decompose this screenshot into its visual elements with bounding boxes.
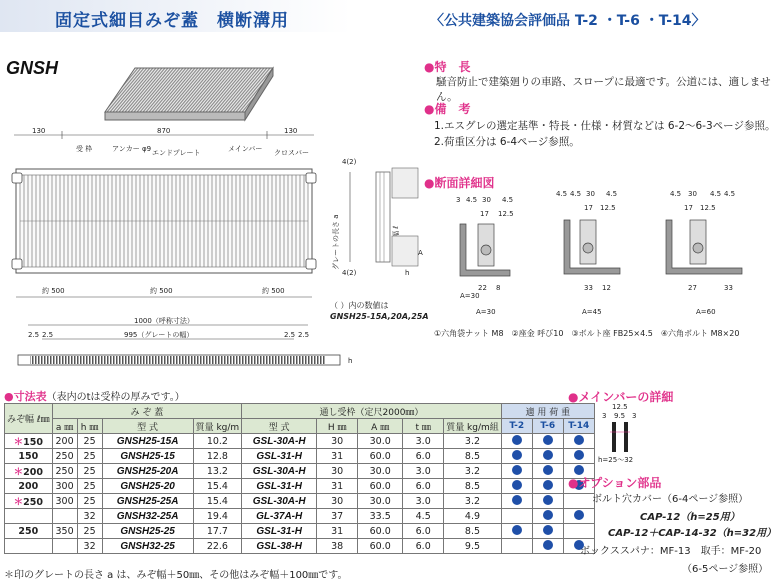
cell-a [52,539,77,554]
s1-dim-22: 22 [478,284,487,292]
table-row [5,524,595,539]
s3-dim-30: 30 [688,190,697,198]
cell-frame-model: GSL-38-H [242,539,317,554]
mb-dim-3b: 3 [632,412,637,420]
cell-width [5,539,53,554]
cell-a: 350 [52,524,77,539]
s2-dim-17: 17 [584,204,593,212]
label-endplate: エンドプレート [152,149,201,157]
dim-500-3: 約 500 [262,287,285,295]
section-detail-drawings [434,190,774,320]
plan-note-2: GNSH25-15A,20A,25A [330,312,429,321]
load-dot-icon [543,510,553,520]
th-A: A ㎜ [358,419,403,434]
cell-frame-model: GL-37A-H [242,509,317,524]
label-4-2-bottom: 4(2) [342,269,357,277]
table-row [5,449,595,464]
th-width: みぞ幅 ℓ㎜ [5,404,53,434]
load-dot-icon [574,450,584,460]
cell-h: 25 [77,449,102,464]
cell-t: 6.0 [403,479,444,494]
plan-view-drawing [2,125,342,325]
dim-500-2: 約 500 [150,287,173,295]
cell-mass: 17.7 [193,524,242,539]
cell-t6 [532,434,563,449]
star-mark: ＊ [13,497,24,508]
cell-h: 25 [77,494,102,509]
spec-footnote: ＊印のグレートの長さ a は、みぞ幅＋50㎜、その他はみぞ幅＋100㎜です。 [4,570,348,581]
cell-width [5,434,53,449]
s3-dim-4-5: 4.5 [670,190,682,198]
s3-label-A60: A=60 [696,308,716,316]
cell-A: 30.0 [358,464,403,479]
s1-dim-4-5b: 4.5 [502,196,514,204]
dim-130-left: 130 [32,127,46,135]
cell-H: 30 [317,494,358,509]
cell-mass: 10.2 [193,434,242,449]
dim-2-5-a: 2.5 [28,331,40,339]
cell-mass: 15.4 [193,479,242,494]
s3-dim-33: 33 [724,284,733,292]
elevation-drawing [2,315,362,375]
cell-H: 31 [317,479,358,494]
load-dot-icon [543,495,553,505]
cell-mass: 13.2 [193,464,242,479]
spec-heading [4,388,185,404]
label-4-2-top: 4(2) [342,158,357,166]
width-value: 150 [23,437,43,448]
features-heading: ●特 長 [424,60,471,74]
cell-t6 [532,464,563,479]
s1-dim-3: 3 [456,196,461,204]
cell-H: 37 [317,509,358,524]
width-value: 250 [23,497,43,508]
width-value: 150 [18,450,39,462]
cell-t2 [501,539,532,554]
options-line-2: CAP-12（h=25用） [640,512,740,523]
cell-model: GNSH25-15 [102,449,193,464]
label-frame: 受 枠 [76,145,93,153]
cell-mass: 12.8 [193,449,242,464]
cell-t: 6.0 [403,449,444,464]
cell-h: 25 [77,524,102,539]
section-detail-heading: ●断面詳細図 [424,176,495,190]
cell-A: 30.0 [358,494,403,509]
label-A: A [418,249,423,257]
th-mass: 質量 kg/m [193,419,242,434]
s3-dim-27: 27 [688,284,697,292]
load-dot-icon [574,465,584,475]
label-mainbar: メインバー [228,145,263,153]
th-frame: 通し受枠（定尺2000㎜） [242,404,502,419]
table-row [5,434,595,449]
cell-A: 60.0 [358,539,403,554]
load-dot-icon [543,540,553,550]
cell-width [5,509,53,524]
s1-dim-17: 17 [480,210,489,218]
cell-t: 4.5 [403,509,444,524]
th-cover: み ぞ 蓋 [52,404,242,419]
cell-frame-model: GSL-31-H [242,449,317,464]
cell-H: 38 [317,539,358,554]
cell-mass: 15.4 [193,494,242,509]
cell-model: GNSH25-25A [102,494,193,509]
cell-h: 25 [77,464,102,479]
model-name: GNSH [6,58,59,78]
cell-H: 31 [317,449,358,464]
width-value: 200 [23,467,43,478]
s2-dim-4-5b: 4.5 [570,190,582,198]
options-line-5: （6-5ページ参照） [682,564,769,575]
spec-heading-note: （表内のtは受枠の厚みです。） [46,392,185,403]
table-row [5,539,595,554]
star-mark: ＊ [13,467,24,478]
cell-frame-model: GSL-31-H [242,479,317,494]
cell-mass: 19.4 [193,509,242,524]
cell-width [5,494,53,509]
options-line-3: CAP-12＋CAP-14-32（h=32用） [608,528,777,539]
cell-t6 [532,449,563,464]
label-anchor: アンカー φ9 [112,145,152,153]
cell-t6 [532,524,563,539]
th-t6: T-6 [532,419,563,434]
cell-t2 [501,494,532,509]
cell-frame-model: GSL-31-H [242,524,317,539]
cell-h: 32 [77,539,102,554]
cell-frame-mass: 3.2 [444,494,502,509]
options-heading: ●オプション部品 [568,476,662,490]
remarks-line-2: 2.荷重区分は 6-4ページ参照。 [434,136,580,148]
th-t14: T-14 [563,419,594,434]
dim-130-right: 130 [284,127,298,135]
cell-frame-mass: 8.5 [444,524,502,539]
cell-frame-mass: 9.5 [444,539,502,554]
s2-dim-33: 33 [584,284,593,292]
cell-A: 30.0 [358,434,403,449]
cell-A: 60.0 [358,449,403,464]
s3-dim-4-5b: 4.5 [710,190,722,198]
cell-frame-mass: 3.2 [444,464,502,479]
s2-dim-4-5: 4.5 [556,190,568,198]
s1-dim-12-5: 12.5 [498,210,514,218]
table-row [5,494,595,509]
cell-t: 6.0 [403,524,444,539]
certification-label: 〈公共建築協会評価品 T-2 ・T-6 ・T-14〉 [430,13,706,29]
width-value: 200 [18,480,39,492]
cell-t6 [532,494,563,509]
mainbar-drawing [596,402,656,466]
cell-A: 33.5 [358,509,403,524]
s1-dim-A30: A=30 [460,292,480,300]
cell-H: 30 [317,434,358,449]
features-text: 騒音防止で建築廻りの車路、スロープに最適です。公道には、適しません。 [436,76,771,103]
s3-dim-17: 17 [684,204,693,212]
dim-2-5-c: 2.5 [284,331,296,339]
cell-model: GNSH25-20A [102,464,193,479]
side-section-drawing [330,150,430,280]
cell-mass: 22.6 [193,539,242,554]
cell-t2 [501,434,532,449]
s2-dim-12-5: 12.5 [600,204,616,212]
cell-t: 3.0 [403,434,444,449]
table-row [5,464,595,479]
cell-h: 25 [77,434,102,449]
th-H: H ㎜ [317,419,358,434]
plan-note-1: （ ）内の数値は [330,301,389,310]
s2-dim-4-5c: 4.5 [606,190,618,198]
width-value: 250 [18,525,39,537]
options-line-1: ボルト穴カバー（6-4ページ参照） [592,494,749,505]
load-dot-icon [543,525,553,535]
mb-dim-9-5: 9.5 [614,412,626,420]
cell-model: GNSH32-25A [102,509,193,524]
cell-t2 [501,449,532,464]
spec-table [4,403,595,554]
label-h: h [405,269,410,277]
dim-2-5-d: 2.5 [298,331,310,339]
s3-dim-12-5: 12.5 [700,204,716,212]
cell-t14 [563,449,594,464]
th-h: h ㎜ [77,419,102,434]
cell-t14 [563,524,594,539]
cell-t6 [532,509,563,524]
s3-dim-4-5c: 4.5 [724,190,736,198]
th-a: a ㎜ [52,419,77,434]
load-dot-icon [512,450,522,460]
mainbar-heading: ●メインバーの詳細 [568,390,674,404]
spec-heading-title: ●寸法表 [4,390,47,403]
s1-dim-4-5: 4.5 [466,196,478,204]
cell-model: GNSH25-25 [102,524,193,539]
load-dot-icon [543,450,553,460]
cell-t: 3.0 [403,464,444,479]
cell-h: 32 [77,509,102,524]
cell-t6 [532,539,563,554]
cell-a: 200 [52,434,77,449]
cell-t2 [501,524,532,539]
load-dot-icon [574,510,584,520]
cell-frame-mass: 4.9 [444,509,502,524]
cell-frame-model: GSL-30A-H [242,464,317,479]
mb-dim-3a: 3 [602,412,607,420]
s1-label-A30: A=30 [476,308,496,316]
cell-t2 [501,464,532,479]
cell-frame-model: GSL-30A-H [242,494,317,509]
s2-dim-12: 12 [602,284,611,292]
load-dot-icon [574,435,584,445]
cell-model: GNSH25-15A [102,434,193,449]
dim-995: 995（グレートの幅） [124,331,194,339]
cell-model: GNSH25-20 [102,479,193,494]
th-fmodel: 型 式 [242,419,317,434]
cell-width [5,479,53,494]
mb-h-note: h=25〜32 [598,456,634,464]
cell-width [5,524,53,539]
product-photo [95,54,275,124]
cell-t2 [501,509,532,524]
cell-frame-mass: 8.5 [444,449,502,464]
cell-width [5,449,53,464]
remarks-line-1: 1.エスグレの選定基準・特長・仕様・材質などは 6-2〜6-3ページ参照。 [434,120,776,132]
cell-t6 [532,479,563,494]
th-fmass: 質量 kg/m組 [444,419,502,434]
cell-A: 60.0 [358,479,403,494]
cell-h: 25 [77,479,102,494]
s2-label-A45: A=45 [582,308,602,316]
cell-a: 300 [52,479,77,494]
th-load: 適 用 荷 重 [501,404,594,419]
table-row [5,509,595,524]
s1-dim-8: 8 [496,284,501,292]
cell-a: 300 [52,494,77,509]
remarks-heading: ●備 考 [424,102,471,116]
page-title: 固定式細目みぞ蓋 横断溝用 [55,11,289,31]
load-dot-icon [512,495,522,505]
load-dot-icon [512,435,522,445]
th-t: t ㎜ [403,419,444,434]
cell-a: 250 [52,449,77,464]
load-dot-icon [543,465,553,475]
load-dot-icon [512,480,522,490]
star-mark: ＊ [13,437,24,448]
th-model: 型 式 [102,419,193,434]
label-grate-length: グレートの長さ a [332,214,340,270]
cell-a [52,509,77,524]
dim-500-1: 約 500 [42,287,65,295]
th-t2: T-2 [501,419,532,434]
cell-H: 31 [317,524,358,539]
cell-width [5,464,53,479]
load-dot-icon [543,480,553,490]
cell-t: 3.0 [403,494,444,509]
load-dot-icon [543,435,553,445]
cell-t14 [563,434,594,449]
cell-t14 [563,494,594,509]
cell-t: 6.0 [403,539,444,554]
mb-dim-12-5: 12.5 [612,403,628,411]
options-line-4: ボックススパナ：MF-13 取手：MF-20 [580,546,762,557]
s1-dim-30: 30 [482,196,491,204]
label-crossbar: クロスバー [274,149,309,157]
cell-frame-mass: 3.2 [444,434,502,449]
cell-frame-model: GSL-30A-H [242,434,317,449]
elevation-h: h [348,357,353,365]
load-dot-icon [512,525,522,535]
cell-frame-mass: 8.5 [444,479,502,494]
dim-2-5-b: 2.5 [42,331,54,339]
parts-legend: ①六角袋ナット M8 ②座金 呼び10 ③ボルト座 FB25×4.5 ④六角ボルト M8×20 [434,329,740,338]
cell-t2 [501,479,532,494]
cell-model: GNSH32-25 [102,539,193,554]
table-row [5,479,595,494]
dim-1000: 1000（呼称寸法） [134,317,194,325]
cell-t14 [563,509,594,524]
load-dot-icon [512,465,522,475]
cell-H: 30 [317,464,358,479]
dim-870: 870 [157,127,171,135]
cell-a: 250 [52,464,77,479]
cell-A: 60.0 [358,524,403,539]
s2-dim-30: 30 [586,190,595,198]
